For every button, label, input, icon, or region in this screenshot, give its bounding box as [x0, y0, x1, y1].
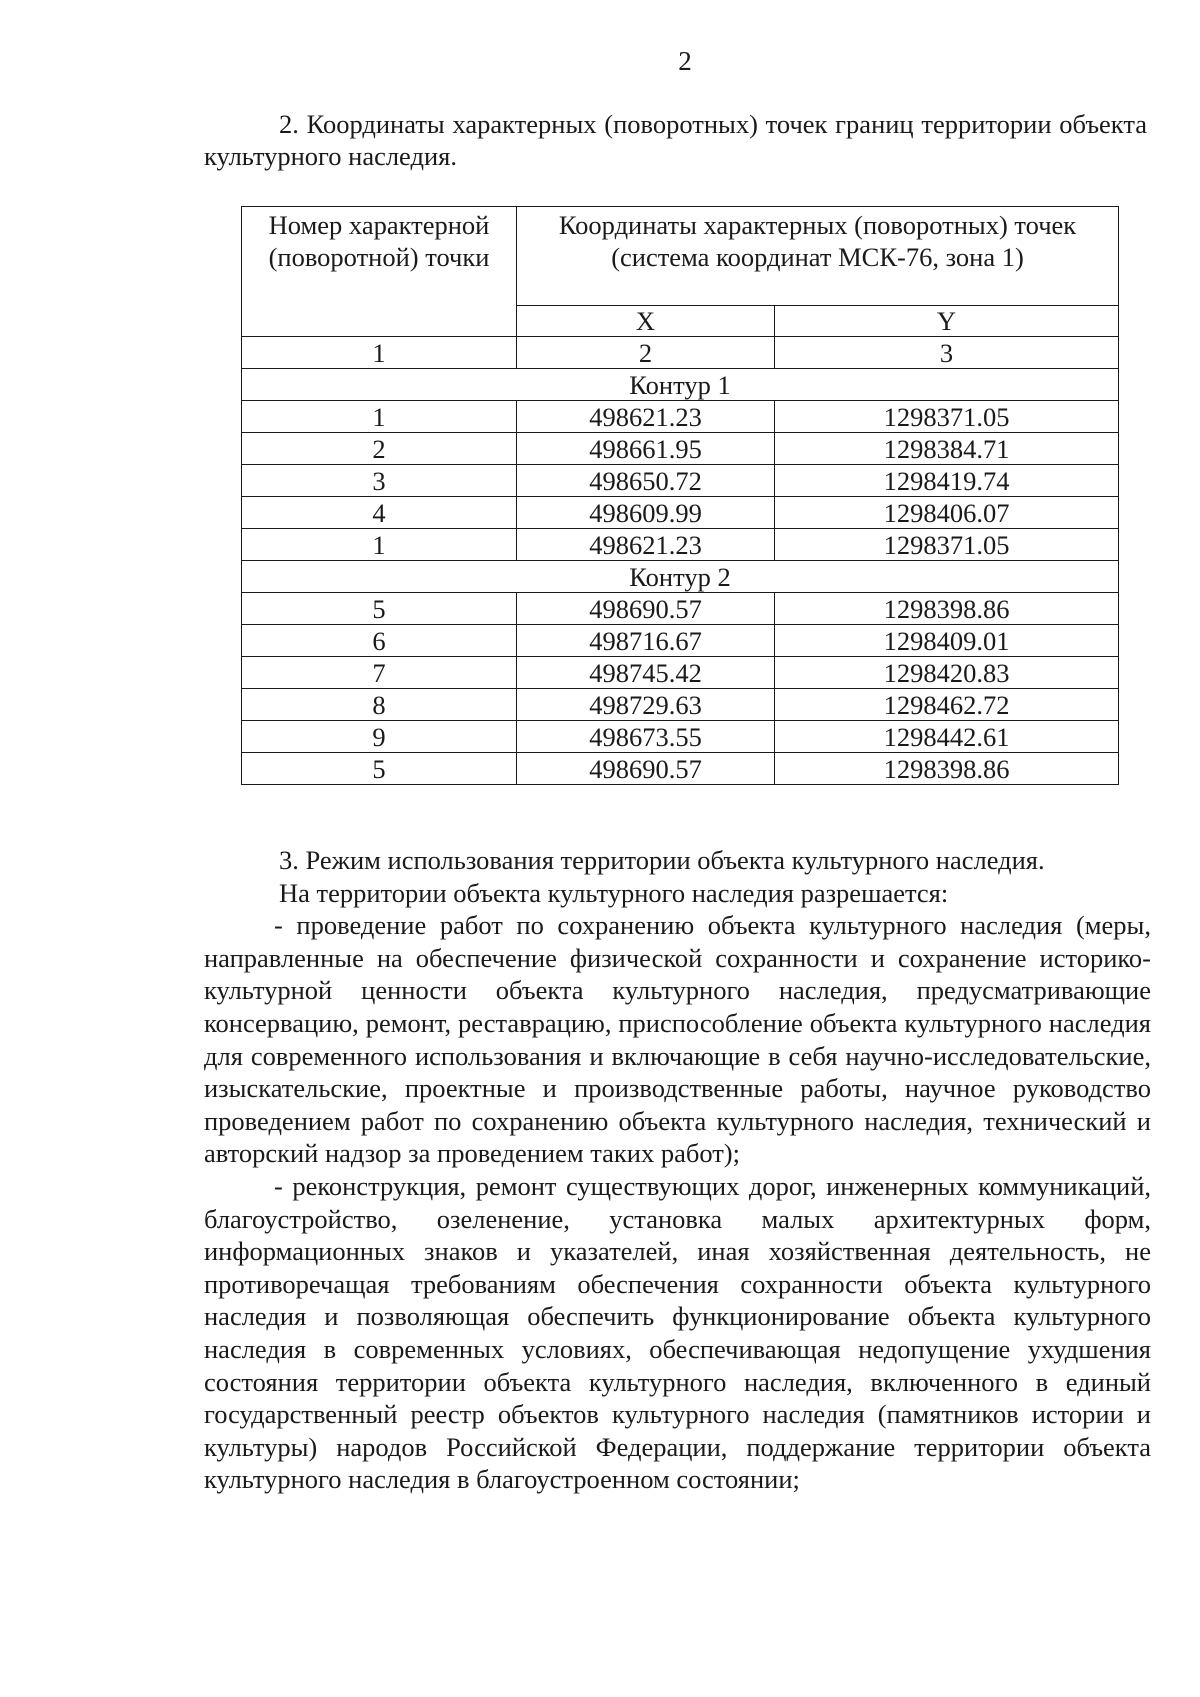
x-coordinate-cell: 498673.55 [517, 721, 775, 753]
y-coordinate-cell: 1298419.74 [775, 465, 1119, 497]
table-row [242, 401, 1119, 433]
table-row [242, 433, 1119, 465]
point-number-cell: 1 [242, 401, 517, 433]
table-body [242, 369, 1119, 785]
permitted-item-2: - реконструкция, ремонт существующих дорог, инженерных коммуникаций, благоустройство, озеленение, установка малых архитектурных форм, информационных знаков и указателей, иная хозяйственная деятельность, не противоречащая требованиям обеспечения сохранности объекта культурного наследия и позволяющая обеспечить функционирование объекта культурного наследия в современных условиях, обеспечивающая недопущение ухудшения состояния территории объекта культурного наследия, включенного в единый государственный реестр объектов культурного наследия (памятников истории и культуры) народов Российской Федерации, поддержание территории объекта культурного наследия в благоустроенном состоянии; [204, 1170, 1151, 1495]
table-row [242, 625, 1119, 657]
y-coordinate-cell: 1298398.86 [775, 593, 1119, 625]
x-coordinate-cell: 498716.67 [517, 625, 775, 657]
contour-heading: Контур 1 [242, 369, 1119, 401]
header-point-number [242, 207, 517, 337]
table-row [242, 657, 1119, 689]
section-3-heading: 3. Режим использования территории объекта культурного наследия. [279, 845, 1045, 875]
coordinates-table [241, 206, 1119, 785]
x-coordinate-cell: 498729.63 [517, 689, 775, 721]
contour-heading: Контур 2 [242, 561, 1119, 593]
y-coordinate-cell: 1298371.05 [775, 401, 1119, 433]
x-coordinate-cell: 498690.57 [517, 593, 775, 625]
point-number-cell: 7 [242, 657, 517, 689]
x-coordinate-cell: 498621.23 [517, 529, 775, 561]
point-number-cell: 8 [242, 689, 517, 721]
section-3-intro: На территории объекта культурного наследия разрешается: [279, 877, 949, 908]
header-coordinates-label: Координаты характерных (поворотных) точек (система координат МСК-76, зона 1) [558, 210, 1077, 272]
section-3 [204, 844, 1151, 1496]
point-number-cell: 3 [242, 465, 517, 497]
column-index-cell: 3 [775, 337, 1119, 369]
column-index-cell: 2 [517, 337, 775, 369]
table-row [242, 689, 1119, 721]
column-index-row [242, 337, 1119, 369]
y-coordinate-cell: 1298462.72 [775, 689, 1119, 721]
x-coordinate-cell: 498690.57 [517, 753, 775, 785]
point-number-cell: 4 [242, 497, 517, 529]
table-header [242, 207, 1119, 369]
table-row [242, 753, 1119, 785]
column-index-cell: 1 [242, 337, 517, 369]
point-number-cell: 5 [242, 753, 517, 785]
point-number-cell: 6 [242, 625, 517, 657]
x-coordinate-cell: 498621.23 [517, 401, 775, 433]
y-coordinate-cell: 1298371.05 [775, 529, 1119, 561]
permitted-item-1: - проведение работ по сохранению объекта культурного наследия (меры, направленные на обеспечение физической сохранности и сохранение историко-культурной ценности объекта культурного наследия, предусматривающие консервацию, ремонт, реставрацию, приспособление объекта культурного наследия для современного использования и включающие в себя научно-исследовательские, изыскательские, проектные и производственные работы, научное руководство проведением работ по сохранению объекта культурного наследия, технический и авторский надзор за проведением таких работ); [204, 910, 1151, 1169]
table-row [242, 529, 1119, 561]
header-x: X [517, 306, 775, 337]
y-coordinate-cell: 1298409.01 [775, 625, 1119, 657]
point-number-cell: 1 [242, 529, 517, 561]
header-coordinates [517, 207, 1119, 306]
x-coordinate-cell: 498745.42 [517, 657, 775, 689]
y-coordinate-cell: 1298420.83 [775, 657, 1119, 689]
point-number-cell: 5 [242, 593, 517, 625]
table-row [242, 497, 1119, 529]
y-coordinate-cell: 1298384.71 [775, 433, 1119, 465]
table-row [242, 593, 1119, 625]
table-row [242, 721, 1119, 753]
y-coordinate-cell: 1298406.07 [775, 497, 1119, 529]
x-coordinate-cell: 498661.95 [517, 433, 775, 465]
contour-heading-row [242, 369, 1119, 401]
y-coordinate-cell: 1298442.61 [775, 721, 1119, 753]
y-coordinate-cell: 1298398.86 [775, 753, 1119, 785]
header-point-number-label: Номер характерной (поворотной) точки [268, 210, 490, 272]
x-coordinate-cell: 498650.72 [517, 465, 775, 497]
page-number: 2 [678, 46, 692, 76]
table-row [242, 465, 1119, 497]
point-number-cell: 2 [242, 433, 517, 465]
point-number-cell: 9 [242, 721, 517, 753]
section-2-heading: 2. Координаты характерных (поворотных) точек границ территории объекта культурного наследия. [204, 109, 1147, 171]
x-coordinate-cell: 498609.99 [517, 497, 775, 529]
contour-heading-row [242, 561, 1119, 593]
header-y: Y [775, 306, 1119, 337]
